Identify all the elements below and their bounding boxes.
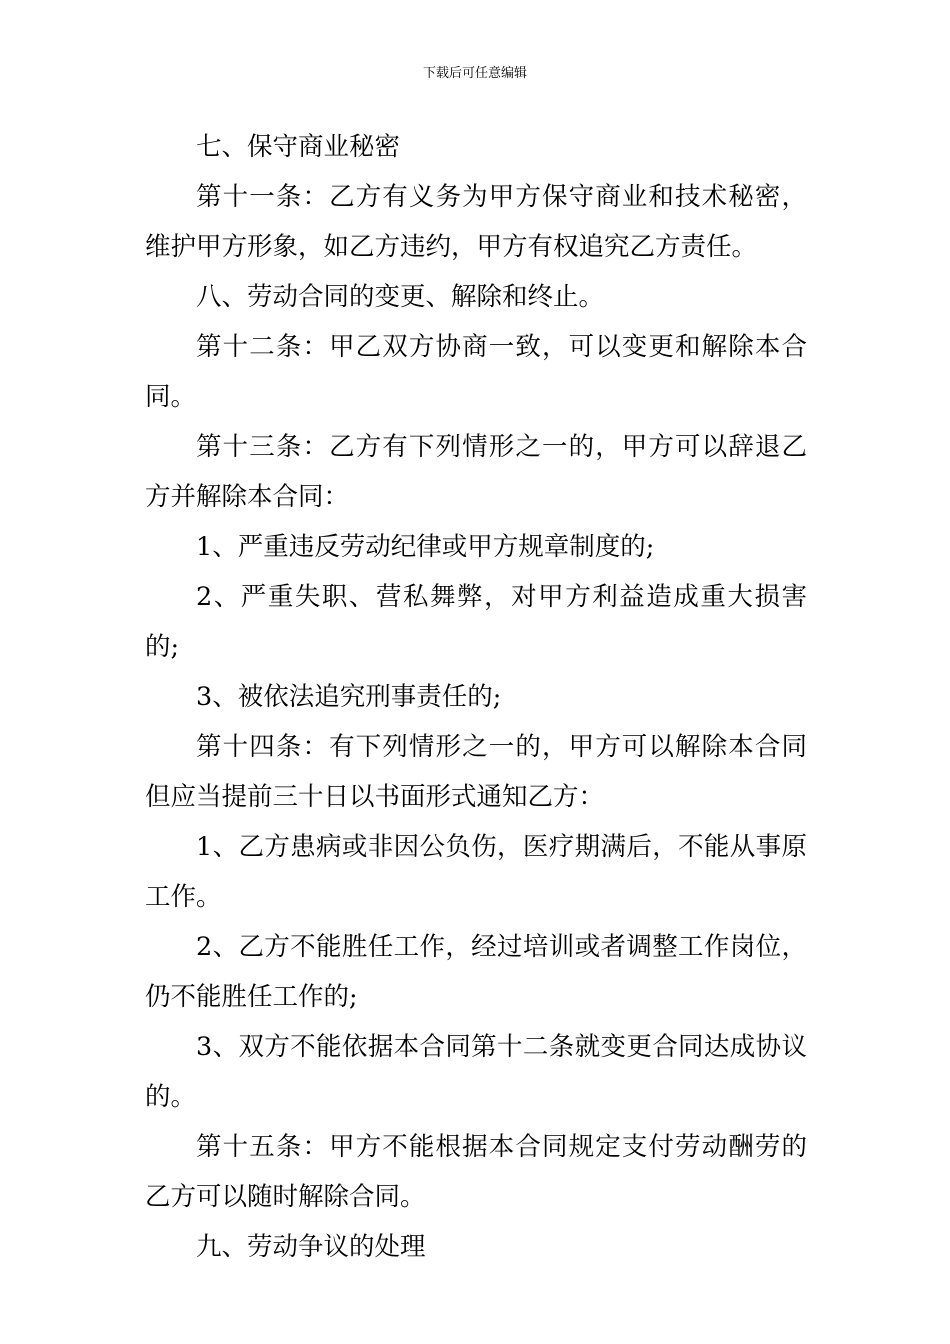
page-header: 下载后可任意编辑 <box>422 66 527 81</box>
section-heading-9: 九、劳动争议的处理 <box>196 1232 426 1262</box>
article-14: 第十四条：有下列情形之一的，甲方可以解除本合同但应当提前三十日以书面形式通知乙方： <box>145 732 807 812</box>
article-13-item-3: 3、被依法追究刑事责任的; <box>196 682 502 712</box>
article-14-item-1: 1、乙方患病或非因公负伤，医疗期满后，不能从事原工作。 <box>145 832 807 912</box>
article-13-item-1: 1、严重违反劳动纪律或甲方规章制度的; <box>196 532 655 562</box>
section-heading-8: 八、劳动合同的变更、解除和终止。 <box>196 282 605 312</box>
article-14-item-3: 3、双方不能依据本合同第十二条就变更合同达成协议的。 <box>145 1032 807 1112</box>
article-13-item-2: 2、严重失职、营私舞弊，对甲方利益造成重大损害的; <box>145 582 807 662</box>
document-body <box>145 122 807 1272</box>
article-11: 第十一条：乙方有义务为甲方保守商业和技术秘密，维护甲方形象，如乙方违约，甲方有权追究乙方责任。 <box>145 182 807 262</box>
article-13: 第十三条：乙方有下列情形之一的，甲方可以辞退乙方并解除本合同： <box>145 432 807 512</box>
article-12: 第十二条：甲乙双方协商一致，可以变更和解除本合同。 <box>145 332 807 412</box>
section-heading-7: 七、保守商业秘密 <box>196 132 401 162</box>
article-15: 第十五条：甲方不能根据本合同规定支付劳动酬劳的乙方可以随时解除合同。 <box>145 1132 807 1212</box>
article-14-item-2: 2、乙方不能胜任工作，经过培训或者调整工作岗位，仍不能胜任工作的; <box>145 932 807 1012</box>
